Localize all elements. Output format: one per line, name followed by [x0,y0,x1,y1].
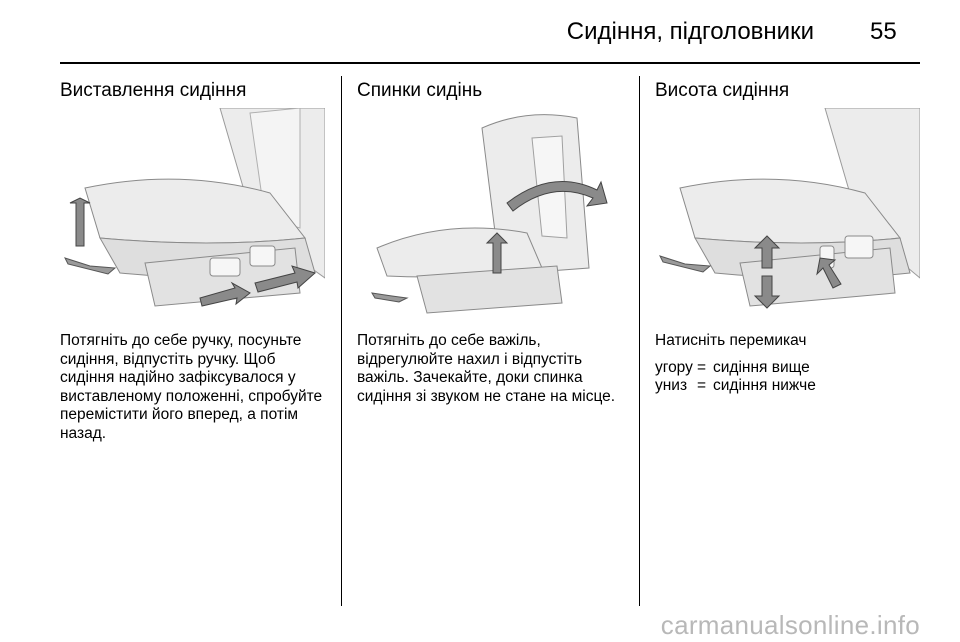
instruction-text: Натисніть перемикач [655,332,807,349]
instruction-text: Потягніть до себе ручку, посуньте сидіння, відпустіть ручку. Щоб сидіння надійно зафіксувалося у виставленому положенні, спробуйте перемістити його вперед, а потім назад. [60,332,323,442]
column-seat-height [655,80,920,395]
column-divider [341,76,342,606]
instruction-block [655,332,923,396]
position-separator: = [697,377,707,395]
page-number: 55 [870,18,897,45]
seat-height-illustration [655,108,920,320]
column-heading: Висота сидіння [655,80,790,101]
switch-positions [655,359,923,396]
column-divider [639,76,640,606]
watermark: carmanualsonline.info [660,610,920,640]
column-seat-adjustment [60,80,325,442]
position-value: сидіння нижче [713,377,816,395]
seat-height-drawing [655,108,920,320]
position-separator: = [697,358,707,376]
section-title: Сидіння, підголовники [566,18,814,45]
position-key: униз [655,377,688,395]
header-divider [60,62,920,64]
position-value: сидіння вище [713,358,810,376]
column-heading: Спинки сидінь [357,80,483,101]
seat-backrest-illustration [357,108,622,320]
seat-slide-drawing [60,108,325,320]
seat-slide-illustration [60,108,325,320]
seat-backrest-drawing [357,108,622,320]
position-key: угору [655,358,693,376]
column-heading: Виставлення сидіння [60,80,247,101]
column-backrest [357,80,622,405]
instruction-text: Потягніть до себе важіль, відрегулюйте нахил і відпустіть важіль. Зачекайте, доки спинка сидіння зі звуком не стане на місце. [357,332,616,405]
